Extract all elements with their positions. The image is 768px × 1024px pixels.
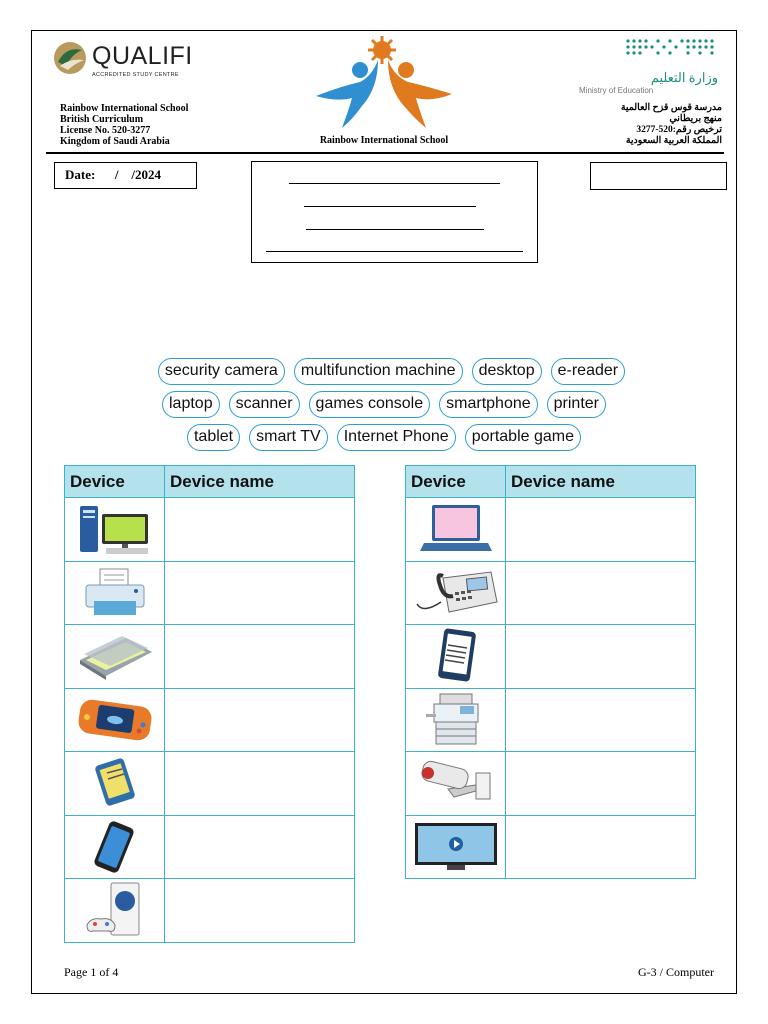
scanner-icon (76, 630, 154, 682)
device-cell (65, 879, 165, 943)
portable-game-icon (77, 695, 153, 745)
table-row (65, 498, 355, 562)
device-column-header: Device (406, 466, 506, 498)
table-row (406, 561, 696, 625)
games-console-icon (85, 881, 145, 939)
device-cell (65, 688, 165, 752)
device-name-answer[interactable] (165, 561, 355, 625)
word-chip: scanner (229, 391, 300, 418)
security-camera-icon (418, 759, 494, 807)
date-field[interactable]: Date: / /2024 (54, 162, 197, 189)
name-box[interactable] (590, 162, 727, 190)
word-bank-row (0, 391, 768, 418)
qualifi-emblem-icon (52, 40, 88, 76)
qualifi-logo (52, 40, 212, 86)
license-ar: ترخيص رقم:520-3277 (636, 125, 722, 135)
page-number: Page 1 of 4 (64, 965, 119, 979)
device-name-column-header: Device name (506, 466, 696, 498)
tablet-icon (90, 757, 140, 809)
device-table-left (64, 465, 355, 943)
qualifi-tagline: ACCREDITED STUDY CENTRE (92, 72, 179, 78)
device-cell (65, 752, 165, 816)
device-name-answer[interactable] (165, 625, 355, 689)
title-line (266, 251, 523, 252)
table-row (406, 498, 696, 562)
device-column-header: Device (65, 466, 165, 498)
word-chip: e-reader (551, 358, 625, 385)
table-row (65, 561, 355, 625)
course-label: G-3 / Computer (638, 965, 714, 979)
school-info-english (60, 103, 188, 147)
device-name-answer[interactable] (506, 688, 696, 752)
e-reader-icon (431, 628, 481, 684)
device-cell (65, 498, 165, 562)
device-name-answer[interactable] (506, 625, 696, 689)
title-line (289, 183, 500, 184)
ministry-english-name: Ministry of Education (579, 86, 654, 95)
device-name-answer[interactable] (506, 815, 696, 879)
school-info-arabic (621, 103, 722, 147)
curriculum: British Curriculum (60, 114, 144, 125)
center-school-name: Rainbow International School (319, 135, 449, 146)
table-row (65, 688, 355, 752)
word-chip: security camera (158, 358, 285, 385)
printer-icon (80, 567, 150, 619)
device-cell (406, 561, 506, 625)
table-row (65, 752, 355, 816)
device-name-answer[interactable] (506, 561, 696, 625)
word-chip: printer (547, 391, 606, 418)
country-ar: المملكة العربية السعودية (625, 136, 722, 146)
curriculum-ar: منهج بريطاني (669, 114, 722, 124)
word-bank-row (0, 358, 768, 385)
table-row (406, 752, 696, 816)
table-row (65, 815, 355, 879)
device-name-answer[interactable] (165, 815, 355, 879)
table-header-row (406, 466, 696, 498)
smart-tv-icon (413, 821, 499, 873)
device-name-answer[interactable] (165, 879, 355, 943)
word-bank (0, 358, 768, 457)
device-cell (406, 688, 506, 752)
word-chip: multifunction machine (294, 358, 463, 385)
table-row (65, 625, 355, 689)
title-box[interactable] (251, 161, 538, 263)
word-bank-row (0, 424, 768, 451)
table-row (406, 625, 696, 689)
laptop-icon (420, 503, 492, 555)
word-chip: smart TV (249, 424, 328, 451)
device-cell (65, 815, 165, 879)
device-cell (65, 625, 165, 689)
word-chip: smartphone (439, 391, 538, 418)
word-chip: laptop (162, 391, 220, 418)
table-row (406, 688, 696, 752)
word-chip: games console (309, 391, 431, 418)
device-table-right (405, 465, 696, 879)
title-line (304, 206, 476, 207)
qualifi-name: QUALIFI (92, 42, 193, 70)
device-name-answer[interactable] (165, 498, 355, 562)
school-name: Rainbow International School (60, 103, 189, 114)
device-name-answer[interactable] (506, 498, 696, 562)
country: Kingdom of Saudi Arabia (60, 136, 170, 147)
word-chip: portable game (465, 424, 581, 451)
ministry-arabic-name: وزارة التعليم (650, 70, 718, 85)
device-name-answer[interactable] (506, 752, 696, 816)
device-cell (406, 752, 506, 816)
word-chip: tablet (187, 424, 240, 451)
school-name-ar: مدرسة قوس قزح العالمية (620, 103, 722, 113)
device-cell (406, 625, 506, 689)
device-name-answer[interactable] (165, 688, 355, 752)
table-header-row (65, 466, 355, 498)
table-row (406, 815, 696, 879)
device-cell (406, 498, 506, 562)
internet-phone-icon (413, 568, 499, 618)
title-line (306, 229, 484, 230)
table-row (65, 879, 355, 943)
device-name-column-header: Device name (165, 466, 355, 498)
word-chip: Internet Phone (337, 424, 456, 451)
multifunction-machine-icon (426, 692, 486, 748)
desktop-icon (78, 502, 152, 556)
header-divider (46, 152, 724, 154)
device-cell (65, 561, 165, 625)
rainbow-school-logo-icon (312, 36, 457, 132)
smartphone-icon (87, 819, 143, 875)
device-name-answer[interactable] (165, 752, 355, 816)
word-chip: desktop (472, 358, 542, 385)
license: License No. 520-3277 (60, 125, 151, 136)
device-cell (406, 815, 506, 879)
